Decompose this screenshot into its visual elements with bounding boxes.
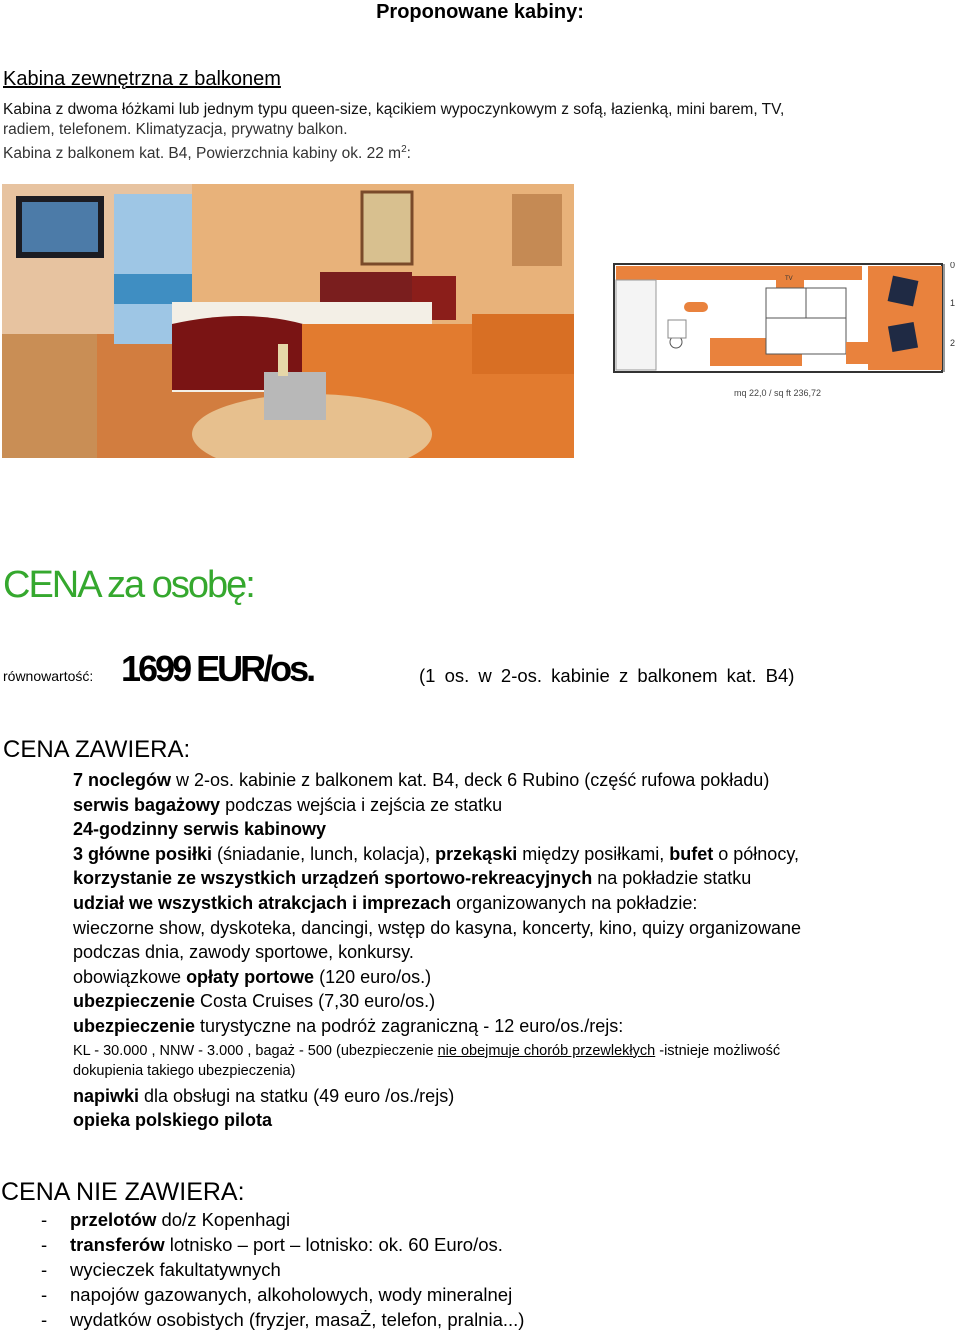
included-item: [73, 891, 943, 916]
excluded-item-text: wydatków osobistych (fryzjer, masaŻ, telefon, pralnia...): [70, 1309, 525, 1330]
included-item: [73, 793, 943, 818]
excluded-item: [41, 1307, 524, 1332]
cabin-area-exponent: 2: [401, 144, 407, 155]
included-item-text: turystyczne na podróż zagraniczną - 12 euro/os./rejs:: [195, 1015, 624, 1036]
included-item-bold: bufet: [669, 843, 714, 864]
price-title: CENA za osobę:: [3, 564, 254, 606]
list-dash: -: [41, 1284, 48, 1305]
plan-scale-0: 0: [950, 262, 956, 270]
excluded-item-bold: transferów: [70, 1234, 165, 1255]
included-item-text: (śniadanie, lunch, kolacja),: [212, 843, 436, 864]
desc-line-3-text: Kabina z balkonem kat. B4, Powierzchnia kabiny ok.: [3, 145, 367, 163]
cabin-description: [3, 100, 943, 164]
price-value: 1699 EUR/os.: [121, 648, 314, 689]
included-item: [73, 768, 943, 793]
desc-line-1: Kabina z dwoma łóżkami lub jednym typu queen-size, kącikiem wypoczynkowym z sofą, łazienką, mini barem, TV,: [3, 101, 785, 118]
insurance-detail: dokupienia takiego ubezpieczenia): [73, 1062, 296, 1079]
included-item: [73, 965, 943, 990]
included-item-bold: korzystanie ze wszystkich urządzeń sportowo-rekreacyjnych: [73, 868, 593, 889]
included-item-bold: 24-godzinny serwis kabinowy: [73, 819, 327, 840]
floor-plan-drawing: [610, 262, 960, 404]
excluded-list: [41, 1207, 524, 1332]
plan-caption: mq 22,0 / sq ft 236,72: [734, 388, 822, 398]
included-item: [73, 842, 943, 867]
included-item: [73, 866, 943, 891]
plan-tv-label: TV: [785, 276, 793, 282]
list-dash: -: [41, 1234, 48, 1255]
excluded-item: [41, 1207, 524, 1232]
included-item-bold: serwis bagażowy: [73, 794, 221, 815]
cabin-floor-plan: [610, 262, 960, 404]
insurance-detail-text: -istnieje możliwość: [655, 1042, 781, 1059]
excluded-item-bold: przelotów: [70, 1209, 157, 1230]
included-title: CENA ZAWIERA:: [3, 736, 191, 763]
price-line: [3, 648, 953, 692]
included-item: [73, 1108, 943, 1133]
cabin-area: 22 m: [366, 145, 402, 163]
excluded-item-text: do/z Kopenhagi: [156, 1209, 291, 1230]
included-item: wieczorne show, dyskoteka, dancingi, wstęp do kasyna, koncerty, kino, quizy organizowane: [73, 917, 802, 938]
included-item: [73, 1014, 943, 1039]
excluded-item: [41, 1282, 524, 1307]
excluded-item: [41, 1232, 524, 1257]
included-item-text: organizowanych na pokładzie:: [451, 892, 698, 913]
list-dash: -: [41, 1309, 48, 1330]
excluded-item-text: lotnisko – port – lotnisko: ok. 60 Euro/os.: [164, 1234, 503, 1255]
included-item: [73, 1084, 943, 1109]
included-item-text: w 2-os. kabinie z balkonem kat. B4, deck 6 Rubino (część rufowa pokładu): [171, 770, 770, 790]
desc-line-3: [3, 140, 943, 164]
included-item: [73, 817, 943, 842]
desc-line-3-colon: :: [406, 145, 411, 163]
included-item-bold: 3 główne posiłki: [73, 843, 213, 864]
included-item: [73, 989, 943, 1014]
excluded-title: CENA NIE ZAWIERA:: [1, 1178, 245, 1206]
included-item-text: obowiązkowe: [73, 966, 187, 987]
insurance-detail-text: KL - 30.000 , NNW - 3.000 , bagaż - 500 (ubezpieczenie: [73, 1042, 438, 1059]
included-item-bold: napiwki: [73, 1085, 140, 1106]
included-item-text: o północy,: [713, 843, 799, 864]
desc-line-2: radiem, telefonem. Klimatyzacja, prywatny balkon.: [3, 121, 348, 138]
included-item-bold: opieka polskiego pilota: [73, 1110, 273, 1131]
included-item-text: dla obsługi na statku (49 euro /os./rejs): [139, 1085, 455, 1106]
included-item-bold: opłaty portowe: [186, 966, 315, 987]
included-list: [73, 768, 943, 1133]
list-dash: -: [41, 1209, 48, 1230]
included-item-text: między posiłkami,: [517, 843, 670, 864]
excluded-item: [41, 1257, 524, 1282]
included-item-text: podczas wejścia i zejścia ze statku: [220, 794, 503, 815]
included-item-bold: udział we wszystkich atrakcjach i imprezach: [73, 892, 452, 913]
excluded-item-text: napojów gazowanych, alkoholowych, wody mineralnej: [70, 1284, 513, 1305]
cabin-title: Kabina zewnętrzna z balkonem: [3, 68, 281, 90]
list-dash: -: [41, 1259, 48, 1280]
included-item-bold: ubezpieczenie: [73, 991, 196, 1012]
price-label: równowartość:: [3, 668, 94, 684]
price-note: (1 os. w 2-os. kabinie z balkonem kat. B4): [419, 665, 795, 686]
page-heading: Proponowane kabiny:: [376, 1, 584, 23]
plan-scale-2: 2: [950, 338, 956, 348]
included-item-bold: ubezpieczenie: [73, 1015, 196, 1036]
included-item-bold: 7 noclegów: [73, 770, 172, 790]
included-item: podczas dnia, zawody sportowe, konkursy.: [73, 942, 414, 963]
included-item-text: (120 euro/os.): [314, 966, 432, 987]
included-item-bold: przekąski: [435, 843, 518, 864]
included-item-text: na pokładzie statku: [592, 868, 752, 889]
included-item-text: Costa Cruises (7,30 euro/os.): [195, 991, 436, 1012]
cabin-photo-illustration: [2, 184, 574, 458]
plan-scale-1: 1: [950, 298, 956, 308]
insurance-exclusion: nie obejmuje chorób przewlekłych: [437, 1042, 656, 1059]
cabin-photo: [2, 184, 574, 458]
excluded-item-text: wycieczek fakultatywnych: [70, 1259, 281, 1280]
insurance-detail: [73, 1041, 943, 1061]
